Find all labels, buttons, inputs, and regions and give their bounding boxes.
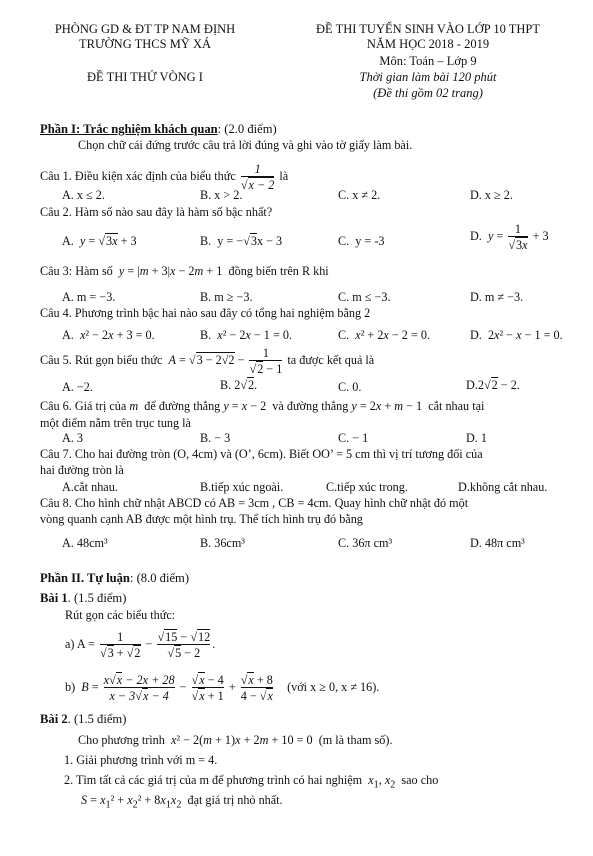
- q8-option-a[interactable]: A. 48cm³: [62, 536, 108, 550]
- part1-instruction: Chọn chữ cái đứng trước câu trả lời đúng và ghi vào tờ giấy làm bài.: [78, 138, 413, 152]
- q8-option-d[interactable]: D. 48π cm³: [470, 536, 525, 550]
- q5-option-d[interactable]: D.2√2 − 2.: [466, 378, 520, 392]
- q1-option-b[interactable]: B. x > 2.: [200, 188, 243, 202]
- bai1-heading: Bài 1. (1.5 điểm): [40, 591, 127, 605]
- q8-option-c[interactable]: C. 36π cm³: [338, 536, 393, 550]
- q1-option-a[interactable]: A. x ≤ 2.: [62, 188, 105, 202]
- q6-option-c[interactable]: C. − 1: [338, 431, 369, 445]
- q1-stem: Câu 1. Điều kiện xác định của biểu thức $\frac{1}{√x - 2}$ là: [40, 162, 289, 193]
- subject: Môn: Toán – Lớp 9: [379, 54, 477, 68]
- q2-option-c[interactable]: C. y = -3: [338, 234, 385, 248]
- q3-option-d[interactable]: D. m ≠ −3.: [470, 290, 524, 304]
- exam-title: ĐỀ THI TUYỂN SINH VÀO LỚP 10 THPT: [316, 22, 540, 36]
- q4-option-a[interactable]: A. x² − 2x + 3 = 0.: [62, 328, 155, 342]
- school-dept: PHÒNG GD & ĐT TP NAM ĐỊNH: [54, 22, 236, 36]
- q6-stem-line1: Câu 6. Giá trị của m để đường thẳng y = x − 2 và đường thẳng y = 2x + m − 1 cắt nhau tại: [40, 399, 485, 413]
- q3-option-c[interactable]: C. m ≤ −3.: [338, 290, 391, 304]
- q4-option-c[interactable]: C. x² + 2x − 2 = 0.: [338, 328, 431, 342]
- q1-option-d[interactable]: D. x ≥ 2.: [470, 188, 513, 202]
- q2-option-d[interactable]: D. y = $\frac{1}{√3x}$ + 3: [470, 222, 549, 253]
- q7-stem-line2: hai đường tròn là: [40, 463, 124, 477]
- q7-option-b[interactable]: B.tiếp xúc ngoài.: [200, 480, 284, 494]
- q4-option-d[interactable]: D. 2x² − x − 1 = 0.: [470, 328, 563, 342]
- q8-stem-line2: vòng quanh cạnh AB được một hình trụ. Thể tích hình trụ đó bằng: [40, 512, 363, 526]
- q3-option-b[interactable]: B. m ≥ −3.: [200, 290, 253, 304]
- bai1-intro: Rút gọn các biểu thức:: [65, 608, 176, 622]
- q2-option-a[interactable]: A. y = √3x + 3: [62, 234, 137, 248]
- bai2-item2-expr: $S = x_1^2 + x_2^2 + 8x_1x_2$ đạt giá trị nhỏ nhất.: [81, 793, 283, 811]
- q1-option-c[interactable]: C. x ≠ 2.: [338, 188, 381, 202]
- q4-stem: Câu 4. Phương trình bậc hai nào sau đây có tổng hai nghiệm bằng 2: [40, 306, 371, 320]
- q8-stem-line1: Câu 8. Cho hình chữ nhật ABCD có AB = 3cm , CB = 4cm. Quay hình chữ nhật đó một: [40, 496, 469, 510]
- bai2-item2: 2. Tìm tất cả các giá trị của m để phương trình có hai nghiệm $x_1$, $x_2$ sao cho: [64, 773, 439, 791]
- q2-option-b[interactable]: B. y = −√3x − 3: [200, 234, 283, 248]
- q8-option-b[interactable]: B. 36cm³: [200, 536, 245, 550]
- exam-round: ĐỀ THI THỬ VÒNG I: [87, 70, 203, 84]
- part1-heading: Phần I: Trắc nghiệm khách quan: (2.0 điểm): [40, 122, 277, 136]
- school-name: TRƯỜNG THCS MỸ XÁ: [78, 37, 212, 51]
- q6-option-d[interactable]: D. 1: [466, 431, 487, 445]
- q7-stem-line1: Câu 7. Cho hai đường tròn (O, 4cm) và (O’, 6cm). Biết OO’ = 5 cm thì vị trí tương đối của: [40, 447, 483, 461]
- q6-option-a[interactable]: A. 3: [62, 431, 83, 445]
- bai2-intro: Cho phương trình x² − 2(m + 1)x + 2m + 10 = 0 (m là tham số).: [78, 733, 393, 747]
- q5-option-b[interactable]: B. 2√2.: [220, 378, 258, 392]
- q5-option-c[interactable]: C. 0.: [338, 380, 362, 394]
- q6-stem-line2: một điểm nằm trên trục tung là: [40, 416, 191, 430]
- q3-stem: Câu 3: Hàm số y = |m + 3|x − 2m + 1 đồng biến trên R khi: [40, 264, 329, 278]
- bai2-item1: 1. Giải phương trình với m = 4.: [64, 753, 218, 767]
- q5-stem: Câu 5. Rút gọn biểu thức A = √3 − 2√2 − $\frac{1}{√2 - 1}$ ta được kết quả là: [40, 346, 375, 377]
- q4-option-b[interactable]: B. x² − 2x − 1 = 0.: [200, 328, 293, 342]
- bai2-heading: Bài 2. (1.5 điểm): [40, 712, 127, 726]
- q7-option-a[interactable]: A.cắt nhau.: [62, 480, 118, 494]
- time-limit: Thời gian làm bài 120 phút: [359, 70, 497, 84]
- page-count: (Đề thi gồm 02 trang): [373, 86, 483, 100]
- q2-stem: Câu 2. Hàm số nào sau đây là hàm số bậc nhất?: [40, 205, 273, 219]
- bai1-expr-a: a) A = $\frac{1}{√3 + √2}$ − $\frac{√15 - √12}{√5 - 2}$ .: [65, 630, 216, 661]
- q7-option-c[interactable]: C.tiếp xúc trong.: [326, 480, 408, 494]
- q7-option-d[interactable]: D.không cắt nhau.: [458, 480, 548, 494]
- school-year: NĂM HỌC 2018 - 2019: [366, 37, 490, 51]
- q5-option-a[interactable]: A. −2.: [62, 380, 93, 394]
- bai1-expr-b: b) B = $\frac{x√x - 2x + 28}{x - 3√x - 4}$ − $\frac{√x - 4}{√x + 1}$ + $\frac{√x + 8}{4 - √x}$ (với x ≥ 0, x ≠ 16).: [65, 673, 380, 704]
- q3-option-a[interactable]: A. m = −3.: [62, 290, 116, 304]
- part2-heading: Phần II. Tự luận: (8.0 điểm): [40, 571, 190, 585]
- q6-option-b[interactable]: B. − 3: [200, 431, 231, 445]
